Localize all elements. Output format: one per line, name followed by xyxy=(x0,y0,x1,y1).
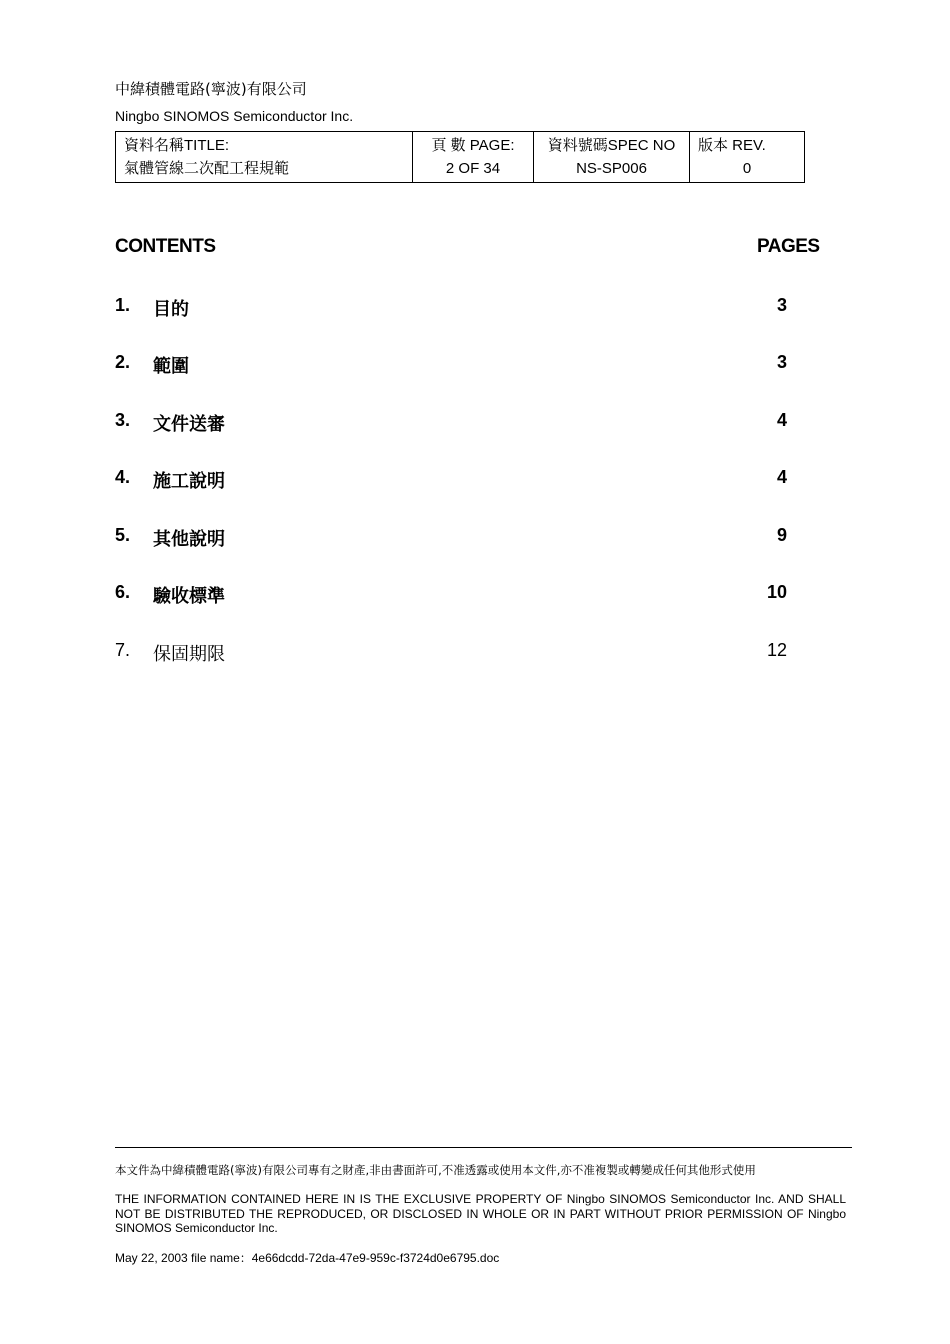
toc-item-title: 範圍 xyxy=(153,356,189,377)
title-value: 氣體管線二次配工程規範 xyxy=(124,160,290,177)
company-name-chinese: 中緯積體電路(寧波)有限公司 xyxy=(115,80,307,98)
toc-item[interactable] xyxy=(115,295,815,323)
revision-cell xyxy=(690,132,805,183)
toc-item-number: 7. xyxy=(115,640,131,660)
footer-notice-chinese: 本文件為中緯積體電路(寧波)有限公司專有之財產,非由書面許可,不准透露或使用本文件,亦不准複製或轉變成任何其他形式使用 xyxy=(115,1163,756,1177)
toc-item-page: 9 xyxy=(776,525,787,545)
document-header-table xyxy=(115,131,805,183)
page-value: 2 OF 34 xyxy=(445,160,501,177)
company-name-english: Ningbo SINOMOS Semiconductor Inc. xyxy=(115,108,354,124)
toc-item-title: 保固期限 xyxy=(153,644,225,665)
spec-value: NS-SP006 xyxy=(576,160,647,177)
toc-item[interactable] xyxy=(115,352,815,380)
toc-item-number: 4. xyxy=(115,467,131,487)
toc-item-page: 12 xyxy=(766,640,787,660)
toc-item-title: 施工說明 xyxy=(153,471,225,492)
contents-heading: CONTENTS xyxy=(115,236,216,257)
title-cell xyxy=(116,132,413,183)
toc-item-page: 3 xyxy=(776,295,787,315)
toc-item-page: 3 xyxy=(776,352,787,372)
toc-item-number: 6. xyxy=(115,582,131,602)
toc-item-number: 1. xyxy=(115,295,131,315)
footer-notice-english: THE INFORMATION CONTAINED HERE IN IS THE EXCLUSIVE PROPERTY OF Ningbo SINOMOS Semiconductor Inc. AND SHALL NOT BE DISTRIBUTED THE REPRODUCED, OR DISCLOSED IN WHOLE OR IN PART WITHOUT PRIOR PERMISSION OF Ningbo SINOMOS Semiconductor Inc. xyxy=(115,1192,846,1235)
toc-item-page: 4 xyxy=(776,410,787,430)
page-cell xyxy=(413,132,534,183)
toc-item[interactable] xyxy=(115,525,815,553)
page-label: 頁 數 PAGE: xyxy=(431,137,515,154)
toc-item[interactable] xyxy=(115,410,815,438)
toc-item[interactable] xyxy=(115,467,815,495)
revision-label: 版本 REV. xyxy=(698,137,766,154)
toc-item[interactable] xyxy=(115,640,815,668)
toc-item-page: 4 xyxy=(776,467,787,487)
toc-item-title: 文件送審 xyxy=(153,414,225,435)
spec-cell xyxy=(534,132,690,183)
toc-item-number: 3. xyxy=(115,410,131,430)
toc-item-number: 5. xyxy=(115,525,131,545)
toc-item-title: 其他說明 xyxy=(153,529,225,550)
spec-label: 資料號碼SPEC NO xyxy=(547,137,676,154)
pages-heading: PAGES xyxy=(757,236,820,257)
toc-item[interactable] xyxy=(115,582,815,610)
footer-date-filename: May 22, 2003 file name：4e66dcdd-72da-47e9-959c-f3724d0e6795.doc xyxy=(115,1251,500,1265)
toc-item-title: 目的 xyxy=(153,299,189,320)
title-label: 資料名稱TITLE: xyxy=(124,137,230,154)
toc-item-page: 10 xyxy=(766,582,787,602)
toc-item-number: 2. xyxy=(115,352,131,372)
toc-item-title: 驗收標準 xyxy=(153,586,225,607)
footer-divider xyxy=(115,1147,852,1148)
revision-value: 0 xyxy=(742,160,752,177)
